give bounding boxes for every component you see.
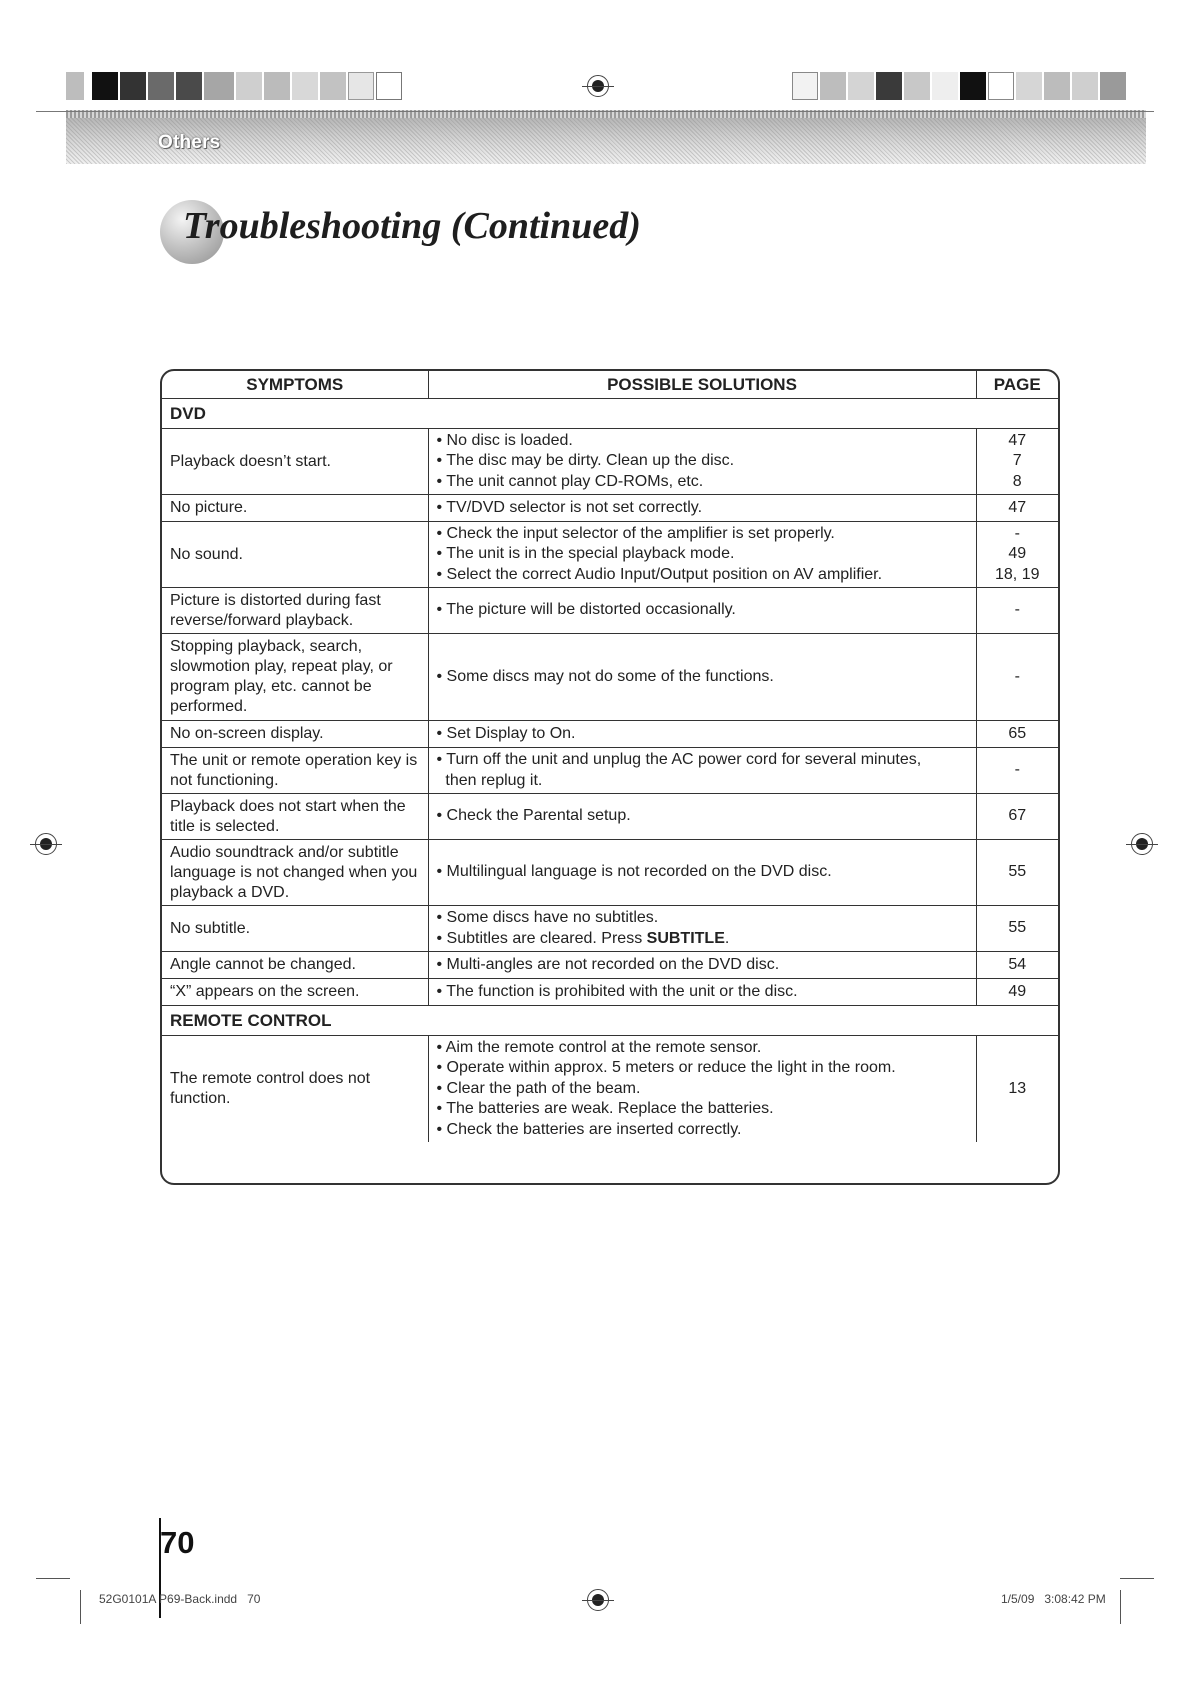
solution-line: • Operate within approx. 5 meters or reduce the light in the room. [436, 1059, 896, 1077]
registration-mark-left [35, 833, 57, 855]
solutions-cell [428, 979, 976, 1006]
solution-line: • The unit is in the special playback mode. [436, 545, 735, 563]
header-rule [36, 111, 1154, 112]
solution-line: • Select the correct Audio Input/Output position on AV amplifier. [436, 565, 883, 583]
symptom-cell: Playback doesn’t start. [162, 429, 428, 495]
table-row [162, 748, 1058, 794]
page-ref-cell [976, 979, 1058, 1006]
solution-line: • Multi-angles are not recorded on the DVD disc. [436, 955, 780, 973]
page-ref-cell [976, 906, 1058, 952]
subtitle-key-label: SUBTITLE [646, 929, 725, 947]
solution-line: • The unit cannot play CD-ROMs, etc. [436, 472, 704, 490]
page-ref: - [1014, 524, 1020, 542]
symptom-cell: The unit or remote operation key is not functioning. [162, 748, 428, 794]
page-ref-cell [976, 748, 1058, 794]
table-row [162, 429, 1058, 495]
solution-line: • Subtitles are cleared. Press SUBTITLE. [436, 929, 730, 947]
page-ref: 49 [1008, 982, 1027, 1000]
section-row [162, 399, 1058, 429]
page-ref: 47 [1008, 431, 1027, 449]
table-header-row [162, 371, 1058, 399]
solution-line: • The disc may be dirty. Clean up the disc. [436, 452, 735, 470]
symptom-cell: No picture. [162, 495, 428, 522]
section-heading: REMOTE CONTROL [162, 1006, 1058, 1036]
page-ref: 55 [1008, 919, 1027, 937]
table-row [162, 588, 1058, 634]
page-ref: 54 [1008, 955, 1027, 973]
solution-line: • Multilingual language is not recorded on the DVD disc. [436, 863, 832, 881]
symptom-cell: No on-screen display. [162, 721, 428, 748]
section-row [162, 1006, 1058, 1036]
page-ref: 13 [1008, 1079, 1027, 1097]
registration-mark-bottom [587, 1589, 609, 1611]
page-ref: 49 [1008, 545, 1027, 563]
solution-line: • The batteries are weak. Replace the batteries. [436, 1100, 774, 1118]
symptom-cell: No subtitle. [162, 906, 428, 952]
table-row [162, 840, 1058, 906]
solution-line: • Set Display to On. [436, 724, 576, 742]
table-body [162, 399, 1058, 1143]
solutions-cell [428, 906, 976, 952]
page-ref: 65 [1008, 724, 1027, 742]
solutions-cell [428, 429, 976, 495]
solutions-cell [428, 721, 976, 748]
solutions-cell [428, 1036, 976, 1143]
page-number: 70 [160, 1525, 195, 1560]
table-row [162, 721, 1058, 748]
footer-filename: 52G0101A P69-Back.indd 70 [99, 1592, 261, 1606]
solutions-cell [428, 840, 976, 906]
page-ref-cell [976, 522, 1058, 588]
table-row [162, 952, 1058, 979]
crop-mark [1120, 1578, 1154, 1579]
footer-timestamp: 1/5/09 3:08:42 PM [1001, 1592, 1106, 1606]
section-label: Others [158, 132, 221, 153]
page-ref-cell [976, 840, 1058, 906]
page-ref: 18, 19 [995, 565, 1040, 583]
registration-mark-top [587, 75, 609, 97]
solution-line: • Aim the remote control at the remote sensor. [436, 1038, 762, 1056]
page-ref-cell [976, 634, 1058, 721]
solutions-cell [428, 952, 976, 979]
symptom-cell: No sound. [162, 522, 428, 588]
symptom-cell: Stopping playback, search, slowmotion play, repeat play, or program play, etc. cannot be performed. [162, 634, 428, 721]
column-header-symptoms: SYMPTOMS [162, 371, 428, 399]
solution-line: • Check the Parental setup. [436, 807, 631, 825]
page-ref: 55 [1008, 863, 1027, 881]
solution-line: • Clear the path of the beam. [436, 1079, 641, 1097]
symptom-cell: Audio soundtrack and/or subtitle language is not changed when you playback a DVD. [162, 840, 428, 906]
solutions-cell [428, 495, 976, 522]
page-ref-cell [976, 495, 1058, 522]
solution-line: • The picture will be distorted occasionally. [436, 601, 736, 619]
page-ref: 7 [1012, 452, 1022, 470]
solution-line: then replug it. [436, 771, 543, 789]
page-ref: - [1014, 601, 1020, 619]
solution-line: • No disc is loaded. [436, 431, 573, 449]
solution-line: • Turn off the unit and unplug the AC power cord for several minutes, [436, 751, 922, 768]
header-band-texture [66, 118, 1146, 164]
crop-mark [1120, 1590, 1121, 1624]
solution-line: • Check the batteries are inserted correctly. [436, 1120, 742, 1138]
solution-line: • Some discs have no subtitles. [436, 909, 659, 926]
registration-mark-right [1131, 833, 1153, 855]
page-ref-cell [976, 952, 1058, 979]
crop-mark [80, 1590, 81, 1624]
symptom-cell: “X” appears on the screen. [162, 979, 428, 1006]
troubleshooting-table [160, 369, 1060, 1185]
symptom-cell: Picture is distorted during fast reverse/forward playback. [162, 588, 428, 634]
solutions-cell [428, 794, 976, 840]
symptom-cell: Angle cannot be changed. [162, 952, 428, 979]
solution-line: • TV/DVD selector is not set correctly. [436, 498, 703, 516]
table-row [162, 979, 1058, 1006]
page-ref-cell [976, 1036, 1058, 1143]
solutions-cell [428, 748, 976, 794]
symptom-cell: Playback does not start when the title is selected. [162, 794, 428, 840]
page-title: Troubleshooting (Continued) [183, 205, 641, 247]
page-ref: 47 [1008, 498, 1027, 516]
solution-line: • The function is prohibited with the unit or the disc. [436, 982, 798, 1000]
table-row [162, 495, 1058, 522]
page-ref-cell [976, 429, 1058, 495]
page-ref: 67 [1008, 807, 1027, 825]
table-row [162, 906, 1058, 952]
page-ref-cell [976, 721, 1058, 748]
page-ref: - [1014, 667, 1020, 685]
column-header-page: PAGE [976, 371, 1058, 399]
section-heading: DVD [162, 399, 1058, 429]
table-row [162, 794, 1058, 840]
table-row [162, 634, 1058, 721]
page-ref: - [1014, 761, 1020, 779]
table-row [162, 1036, 1058, 1143]
page-ref: 8 [1012, 472, 1022, 490]
page-ref-cell [976, 794, 1058, 840]
crop-mark [36, 1578, 70, 1579]
solution-line: • Some discs may not do some of the functions. [436, 667, 774, 685]
column-header-solutions: POSSIBLE SOLUTIONS [428, 371, 976, 399]
solutions-cell [428, 522, 976, 588]
symptom-cell: The remote control does not function. [162, 1036, 428, 1143]
page-ref-cell [976, 588, 1058, 634]
solution-line: • Check the input selector of the amplifier is set properly. [436, 524, 835, 542]
solutions-cell [428, 588, 976, 634]
table-row [162, 522, 1058, 588]
solutions-cell [428, 634, 976, 721]
